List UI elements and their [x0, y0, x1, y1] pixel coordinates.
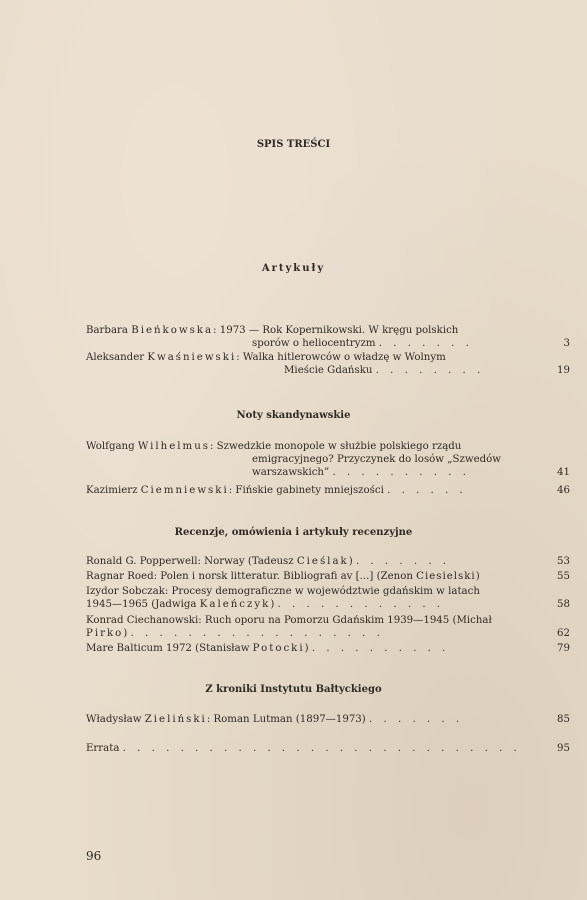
dot-leader: . . . . . . . . . .	[332, 467, 470, 478]
toc-entry-errata	[86, 742, 570, 755]
entry-close: )	[475, 571, 480, 582]
entry-title: : Fińskie gabinety mniejszości	[228, 485, 384, 496]
page-ref: 53	[557, 556, 570, 567]
toc-entry	[86, 570, 570, 583]
author-last-name: Bieńkowska	[131, 325, 214, 336]
author-first-name: Aleksander	[86, 352, 145, 363]
dot-leader: . . . . . . . . . . . . . . . . . .	[130, 628, 384, 639]
entry-title: Konrad Ciechanowski: Ruch oporu na Pomorzu Gdańskim 1939—1945 (Michał	[86, 615, 492, 626]
entry-title: : Walka hitlerowców o władzę w Wolnym	[236, 352, 446, 363]
page-ref: 58	[557, 599, 570, 610]
page-ref: 62	[557, 628, 570, 639]
author-first-name: Barbara	[86, 325, 128, 336]
entry-title: Ronald G. Popperwell: Norway (Tadeusz	[86, 556, 294, 567]
entry-close: )	[304, 643, 309, 654]
toc-entry	[86, 642, 570, 655]
dot-leader: . . . . . . . .	[375, 365, 485, 376]
reviewer-name: Potocki	[252, 643, 305, 654]
entry-title: : 1973 — Rok Kopernikowski. W kręgu polskich	[213, 325, 459, 336]
page-ref: 19	[557, 365, 570, 376]
toc-entry	[86, 324, 570, 350]
entry-title-continued: 1945—1965 (Jadwiga	[86, 599, 197, 610]
dot-leader: . . . . . . .	[369, 714, 464, 725]
entry-title: : Szwedzkie monopole w służbie polskiego rządu	[209, 441, 462, 452]
page-ref: 95	[557, 743, 570, 754]
entry-title-continued: sporów o heliocentryzm	[252, 338, 376, 349]
toc-entry	[86, 351, 570, 377]
section-heading-notes: Noty skandynawskie	[236, 410, 351, 421]
entry-title: : Roman Lutman (1897—1973)	[206, 714, 366, 725]
reviewer-name: Ciesielski	[416, 571, 476, 582]
toc-entry	[86, 440, 570, 479]
toc-entry	[86, 614, 570, 640]
page-number: 96	[86, 849, 102, 863]
reviewer-name: Kaleńczyk	[199, 599, 271, 610]
dot-leader: . . . . . . . . . .	[311, 643, 450, 654]
author-first-name: Wolfgang	[86, 441, 135, 452]
dot-leader: . . . . . . .	[378, 338, 473, 349]
author-last-name: Zieliński	[144, 714, 207, 725]
toc-entry	[86, 555, 570, 568]
page-ref: 46	[557, 485, 570, 496]
author-last-name: Wilhelmus	[137, 441, 210, 452]
page-ref: 55	[557, 571, 570, 582]
entry-title-continued: Mieście Gdańsku	[284, 365, 373, 376]
section-heading-reviews: Recenzje, omówienia i artykuły recenzyjne	[174, 527, 413, 538]
entry-close: )	[270, 599, 275, 610]
dot-leader: . . . . . .	[387, 485, 467, 496]
errata-label: Errata	[86, 743, 120, 754]
author-last-name: Ciemniewski	[140, 485, 229, 496]
entry-title-continued: warszawskich”	[252, 467, 330, 478]
entry-title: Mare Balticum 1972 (Stanisław	[86, 643, 250, 654]
author-first-name: Władysław	[86, 714, 142, 725]
entry-title-continued: emigracyjnego? Przyczynek do losów „Szwedów	[252, 454, 502, 465]
toc-entry	[86, 713, 570, 726]
dot-leader: . . . . . . . . . . . .	[277, 599, 445, 610]
page-ref: 85	[557, 714, 570, 725]
author-first-name: Kazimierz	[86, 485, 138, 496]
toc-title: SPIS TREŚCI	[256, 139, 331, 150]
entry-title: Izydor Sobczak: Procesy demograficzne w województwie gdańskim w latach	[86, 586, 480, 597]
author-last-name: Kwaśniewski	[147, 352, 237, 363]
section-heading-articles: Artykuły	[261, 263, 326, 274]
reviewer-name: Cieślak	[296, 556, 349, 567]
page-ref: 3	[563, 338, 570, 349]
entry-close: )	[348, 556, 353, 567]
dot-leader: . . . . . . .	[355, 556, 451, 567]
page-ref: 79	[557, 643, 570, 654]
dot-leader: . . . . . . . . . . . . . . . . . . . . . . . . . . . .	[122, 743, 521, 754]
toc-entry	[86, 585, 570, 611]
entry-title: Ragnar Roed: Polen i norsk litteratur. Bibliografi av [...] (Zenon	[86, 571, 413, 582]
page-ref: 41	[557, 467, 570, 478]
section-heading-chronicle: Z kroniki Instytutu Bałtyckiego	[205, 684, 382, 695]
reviewer-name: Pirko	[86, 628, 124, 639]
toc-entry	[86, 484, 570, 497]
entry-close: )	[123, 628, 128, 639]
